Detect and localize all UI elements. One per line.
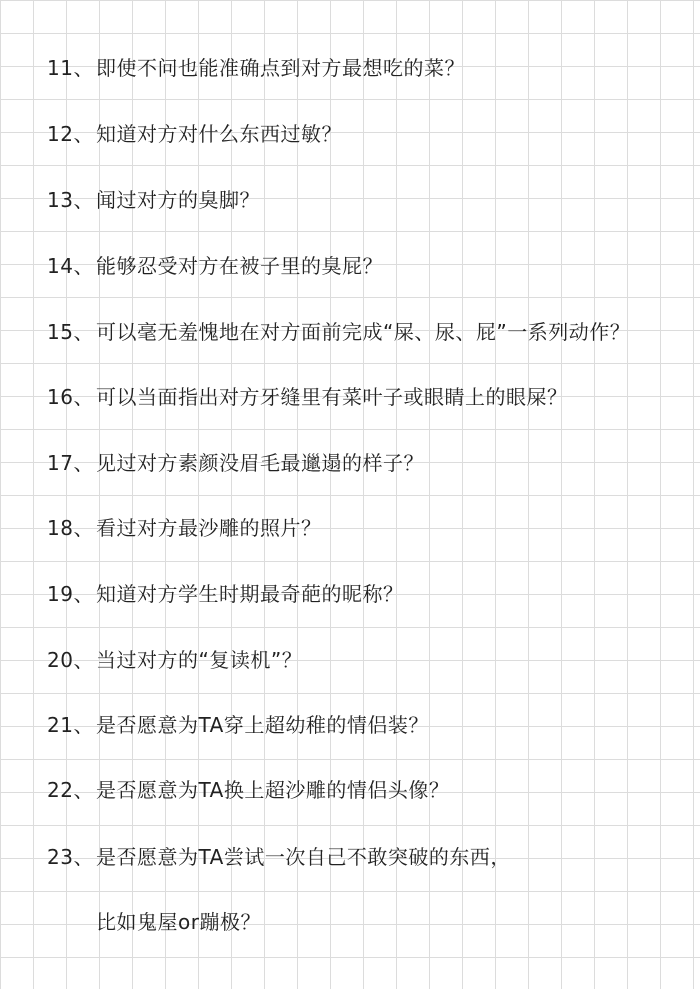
question-text: 可以毫无羞愧地在对方面前完成“屎、尿、屁”一系列动作？ — [96, 320, 631, 344]
question-number: 17、 — [47, 451, 94, 475]
question-number: 13、 — [47, 188, 94, 212]
question-number: 20、 — [47, 648, 94, 672]
question-number: 23、 — [47, 845, 94, 869]
question-text: 即使不问也能准确点到对方最想吃的菜？ — [96, 56, 465, 80]
question-number: 14、 — [47, 254, 94, 278]
question-number: 21、 — [47, 713, 94, 737]
question-text: 见过对方素颜没眉毛最邋遢的样子？ — [96, 451, 424, 475]
question-text: 能够忍受对方在被子里的臭屁？ — [96, 254, 383, 278]
question-text: 知道对方对什么东西过敏？ — [96, 122, 342, 146]
question-number: 18、 — [47, 516, 94, 540]
question-text: 当过对方的“复读机”？ — [96, 648, 303, 672]
question-text: 看过对方最沙雕的照片？ — [96, 516, 322, 540]
question-text-continuation: 比如鬼屋or蹦极？ — [96, 910, 261, 934]
question-number: 16、 — [47, 385, 94, 409]
question-text: 是否愿意为TA穿上超幼稚的情侣装？ — [96, 713, 429, 737]
question-number: 15、 — [47, 320, 94, 344]
question-text: 是否愿意为TA尝试一次自己不敢突破的东西， — [96, 845, 511, 869]
question-text: 可以当面指出对方牙缝里有菜叶子或眼睛上的眼屎？ — [96, 385, 568, 409]
question-number: 12、 — [47, 122, 94, 146]
question-number: 22、 — [47, 778, 94, 802]
question-number: 19、 — [47, 582, 94, 606]
question-number: 11、 — [47, 56, 94, 80]
question-text: 是否愿意为TA换上超沙雕的情侣头像？ — [96, 778, 450, 802]
question-text: 知道对方学生时期最奇葩的昵称？ — [96, 582, 404, 606]
question-text: 闻过对方的臭脚？ — [96, 188, 260, 212]
